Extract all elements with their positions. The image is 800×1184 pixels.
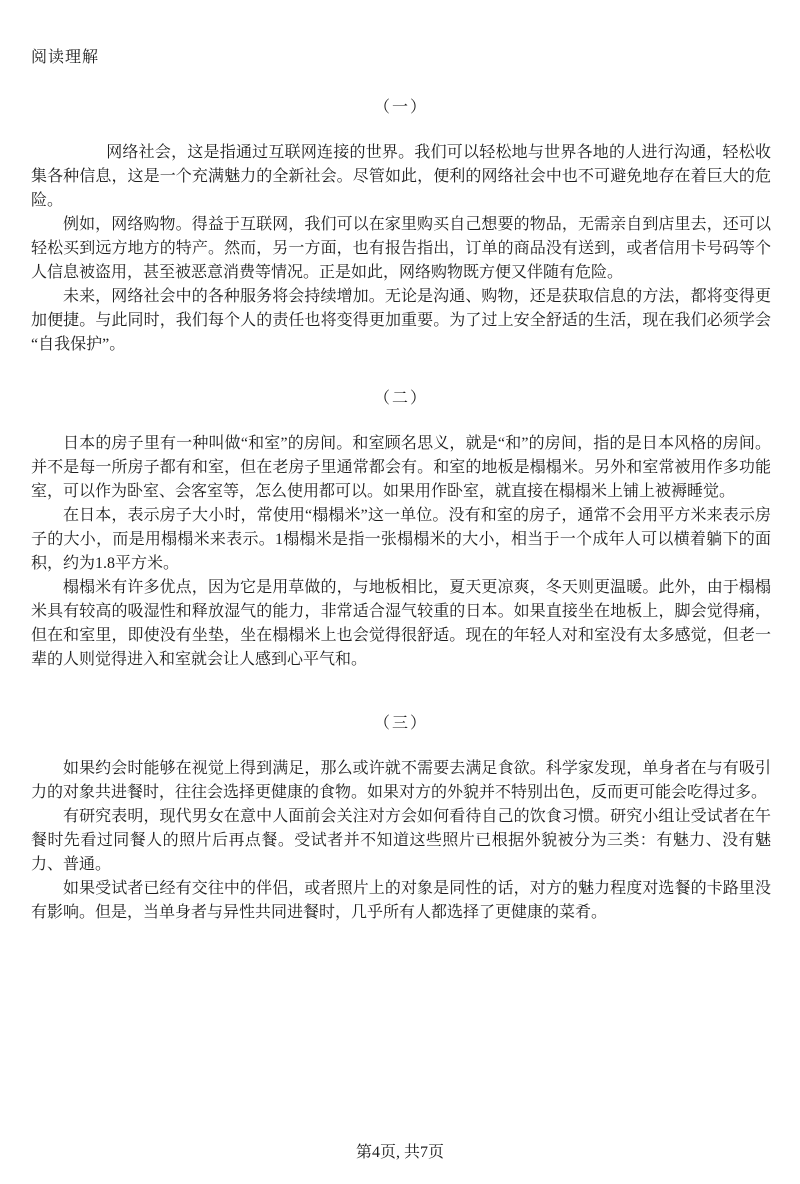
- section-3-title: （三）: [373, 715, 428, 732]
- section-1-paragraph-1: 网络社会，这是指通过互联网连接的世界。我们可以轻松地与世界各地的人进行沟通，轻松收集各种信息，这是一个充满魅力的全新社会。尽管如此，便利的网络社会中也不可避免地存在着巨大的危险。: [31, 144, 771, 209]
- page-number: 第4页, 共7页: [355, 1144, 444, 1161]
- section-3-paragraph-1: 如果约会时能够在视觉上得到满足，那么或许就不需要去满足食欲。科学家发现，单身者在与有吸引力的对象共进餐时，往往会选择更健康的食物。如果对方的外貌并不特别出色，反而更可能会吃得过多。: [31, 760, 771, 801]
- document-content: [31, 46, 771, 925]
- section-2-title: （二）: [373, 390, 428, 407]
- page-title: 阅读理解: [31, 49, 100, 66]
- section-1-title: （一）: [373, 99, 428, 116]
- section-2-paragraph-2: 在日本，表示房子大小时，常使用“榻榻米”这一单位。没有和室的房子，通常不会用平方米来表示房子的大小，而是用榻榻米来表示。1榻榻米是指一张榻榻米的大小，相当于一个成年人可以横着躺下的面积，约为1.8平方米。: [31, 507, 771, 572]
- section-3-paragraph-2: 有研究表明，现代男女在意中人面前会关注对方会如何看待自己的饮食习惯。研究小组让受试者在午餐时先看过同餐人的照片后再点餐。受试者并不知道这些照片已根据外貌被分为三类：有魅力、没有魅力、普通。: [31, 808, 771, 873]
- section-2-paragraph-1: 日本的房子里有一种叫做“和室”的房间。和室顾名思义，就是“和”的房间，指的是日本风格的房间。并不是每一所房子都有和室，但在老房子里通常都会有。和室的地板是榻榻米。另外和室常被用作多功能室，可以作为卧室、会客室等，怎么使用都可以。如果用作卧室，就直接在榻榻米上铺上被褥睡觉。: [31, 435, 771, 500]
- section-3-paragraph-3: 如果受试者已经有交往中的伴侣，或者照片上的对象是同性的话，对方的魅力程度对选餐的卡路里没有影响。但是，当单身者与异性共同进餐时，几乎所有人都选择了更健康的菜肴。: [31, 880, 771, 921]
- section-1-paragraph-3: 未来，网络社会中的各种服务将会持续增加。无论是沟通、购物，还是获取信息的方法，都将变得更加便捷。与此同时，我们每个人的责任也将变得更加重要。为了过上安全舒适的生活，现在我们必须学会“自我保护”。: [31, 288, 771, 353]
- section-1-paragraph-2: 例如，网络购物。得益于互联网，我们可以在家里购买自己想要的物品，无需亲自到店里去，还可以轻松买到远方地方的特产。然而，另一方面，也有报告指出，订单的商品没有送到，或者信用卡号码等个人信息被盗用，甚至被恶意消费等情况。正是如此，网络购物既方便又伴随有危险。: [31, 216, 771, 281]
- section-2-paragraph-3: 榻榻米有许多优点，因为它是用草做的，与地板相比，夏天更凉爽，冬天则更温暖。此外，由于榻榻米具有较高的吸湿性和释放湿气的能力，非常适合湿气较重的日本。如果直接坐在地板上，脚会觉得痛，但在和室里，即使没有坐垫，坐在榻榻米上也会觉得很舒适。现在的年轻人对和室没有太多感觉，但老一辈的人则觉得进入和室就会让人感到心平气和。: [31, 579, 771, 668]
